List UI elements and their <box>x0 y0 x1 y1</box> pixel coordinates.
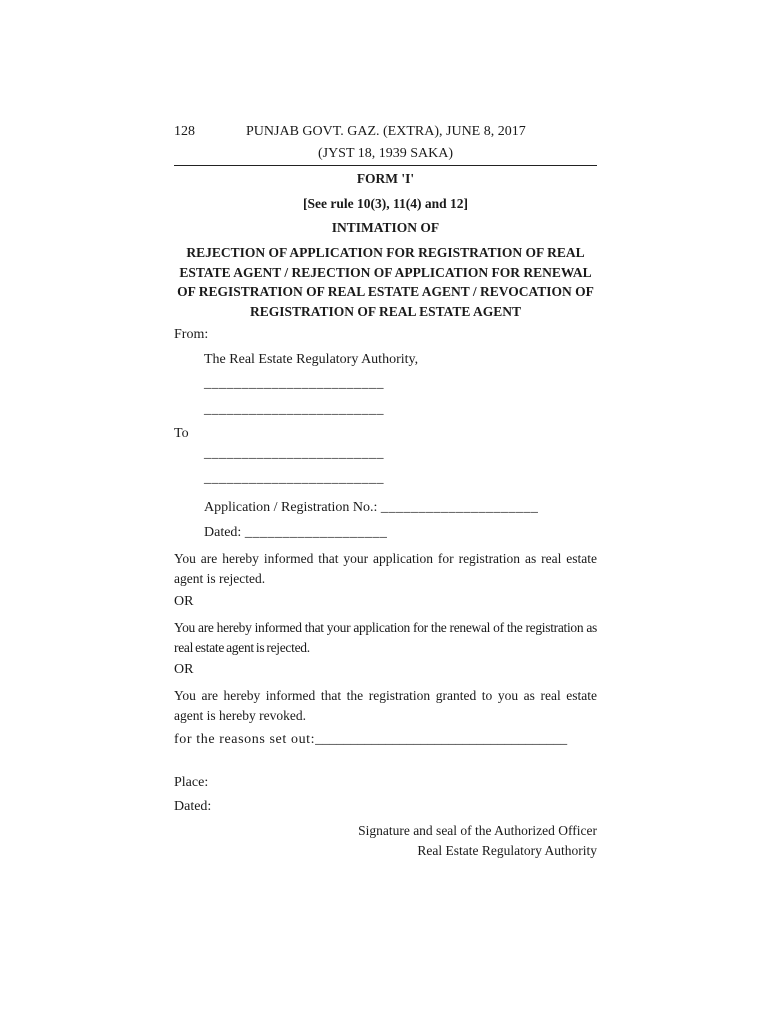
application-number-row <box>204 500 538 516</box>
rejection-registration-text: You are hereby informed that your application for registration as real estate agent is rejected. <box>174 551 597 586</box>
application-number-label: Application / Registration No.: <box>204 500 378 515</box>
reasons-blank: ____________________________________ <box>315 732 568 747</box>
form-subject: REJECTION OF APPLICATION FOR REGISTRATION OF REAL ESTATE AGENT / REJECTION OF APPLICATION FOR RENEWAL OF REGISTRATION OF REAL ESTATE AGENT / REVOCATION OF REGISTRATION OF REAL ESTATE AGENT <box>177 245 594 319</box>
signature-line: Signature and seal of the Authorized Officer <box>358 823 597 838</box>
intimation-heading: INTIMATION OF <box>331 220 440 235</box>
rejection-renewal-text: You are hereby informed that your application for the renewal of the registration as real estate agent is rejected. <box>174 620 597 655</box>
page-number: 128 <box>174 124 195 139</box>
gazette-header: PUNJAB GOVT. GAZ. (EXTRA), JUNE 8, 2017 <box>246 124 526 139</box>
footer-dated-label: Dated: <box>174 799 212 814</box>
authority-signature-line: Real Estate Regulatory Authority <box>417 843 597 858</box>
from-label: From: <box>174 327 209 342</box>
from-address-line-1: ________________________ <box>204 376 384 391</box>
from-address-line-2: ________________________ <box>204 402 384 417</box>
or-separator-2: OR <box>174 662 194 677</box>
from-authority: The Real Estate Regulatory Authority, <box>204 352 419 367</box>
revocation-text: You are hereby informed that the registration granted to you as real estate agent is hereby revoked. <box>174 688 597 723</box>
reasons-label: for the reasons set out: <box>174 732 316 747</box>
application-number-blank: _____________________ <box>380 500 539 515</box>
reasons-row <box>174 732 567 748</box>
to-address-line-2: ________________________ <box>204 471 384 486</box>
header-divider <box>174 165 597 166</box>
application-dated-row <box>204 525 387 541</box>
place-label: Place: <box>174 775 209 790</box>
application-dated-blank: ___________________ <box>244 525 388 540</box>
form-title: FORM 'I' <box>356 171 415 186</box>
to-label: To <box>174 426 189 441</box>
see-rule: [See rule 10(3), 11(4) and 12] <box>303 196 468 211</box>
saka-date: (JYST 18, 1939 SAKA) <box>317 146 454 161</box>
to-address-line-1: ________________________ <box>204 446 384 461</box>
gazette-page <box>174 0 597 1024</box>
or-separator-1: OR <box>174 594 194 609</box>
application-dated-label: Dated: <box>204 525 242 540</box>
